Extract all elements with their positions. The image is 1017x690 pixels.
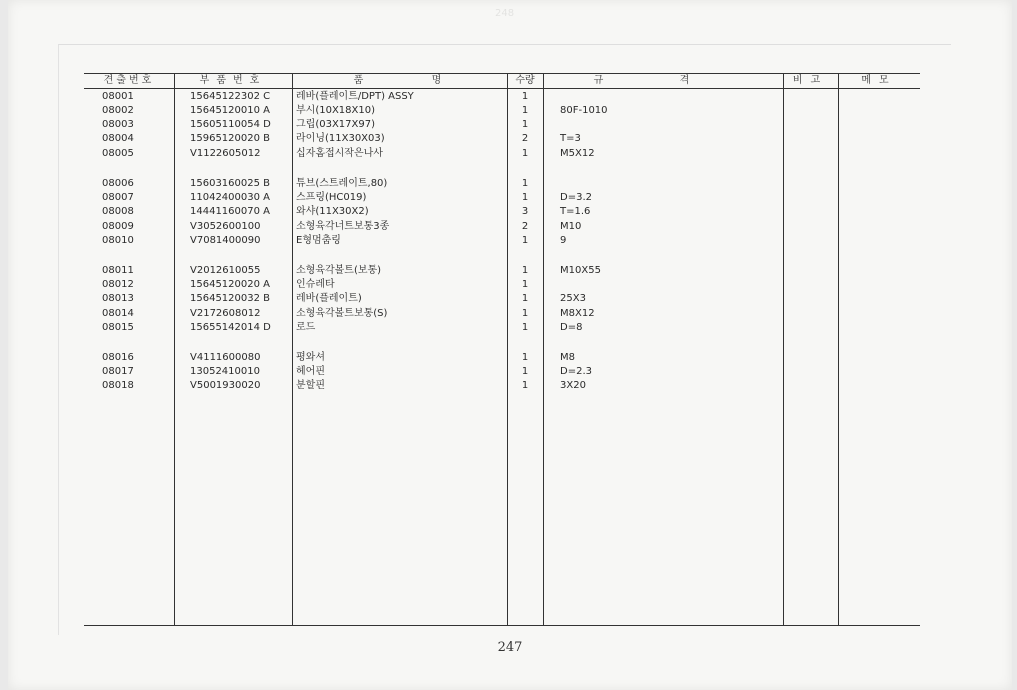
col-divider [838,73,839,625]
seq-number: 08010 [102,235,134,246]
specification: T=3 [560,133,581,144]
part-number: V7081400090 [190,235,261,246]
part-name: 로드 [296,322,316,333]
seq-number: 08001 [102,91,134,102]
quantity: 1 [521,235,529,246]
specification: 9 [560,235,567,246]
header-bottom-rule [84,88,920,89]
header-part: 부품번호 [199,75,267,86]
quantity: 2 [521,133,529,144]
quantity: 1 [521,279,529,290]
quantity: 1 [521,366,529,377]
specification: 80F-1010 [560,105,608,116]
part-number: 13052410010 [190,366,260,377]
specification: M5X12 [560,148,595,159]
page-number: 247 [497,640,523,655]
specification: M10 [560,221,582,232]
header-seq: 견출번호 [103,75,155,86]
part-name: 헤어핀 [296,366,325,377]
part-name: 십자홈접시작은나사 [296,148,383,159]
part-name: 레바(플레이트/DPT) ASSY [296,91,414,102]
part-number: 15645120032 B [190,293,271,304]
specification: D=2.3 [560,366,592,377]
seq-number: 08002 [102,105,134,116]
part-number: 15605110054 D [190,119,271,130]
header-name-b: 명 [431,75,445,86]
header-spec-a: 규 [593,75,607,86]
specification: M8 [560,352,575,363]
col-divider [783,73,784,625]
part-number: 11042400030 A [190,192,271,203]
quantity: 1 [521,322,529,333]
part-name: 인슈레타 [296,279,335,290]
quantity: 1 [521,352,529,363]
part-name: 부시(10X18X10) [296,105,375,116]
part-name: E형멈춤링 [296,235,341,246]
bleed-through-mark: 248 [495,8,515,19]
quantity: 1 [521,148,529,159]
seq-number: 08014 [102,308,134,319]
specification: T=1.6 [560,206,591,217]
part-number: 15655142014 D [190,322,271,333]
part-name: 분할핀 [296,380,325,391]
seq-number: 08007 [102,192,134,203]
specification: M10X55 [560,265,601,276]
col-divider [292,73,293,625]
part-number: V2012610055 [190,265,261,276]
part-name: 스프링(HC019) [296,192,367,203]
part-number: V4111600080 [190,352,261,363]
part-name: 소형육각볼트(보통) [296,265,382,276]
seq-number: 08017 [102,366,134,377]
part-name: 소형육각너트보통3종 [296,221,390,232]
seq-number: 08018 [102,380,134,391]
seq-number: 08003 [102,119,134,130]
quantity: 1 [521,178,529,189]
part-name: 튜브(스트레이트,80) [296,178,388,189]
seq-number: 08004 [102,133,134,144]
quantity: 1 [521,105,529,116]
part-name: 레바(플레이트) [296,293,362,304]
seq-number: 08012 [102,279,134,290]
header-spec-b: 격 [679,75,693,86]
part-number: V3052600100 [190,221,261,232]
specification: D=8 [560,322,583,333]
part-number: 15645122302 C [190,91,271,102]
quantity: 1 [521,308,529,319]
specification: 3X20 [560,380,586,391]
quantity: 1 [521,119,529,130]
table-bottom-rule [84,625,920,626]
col-divider [174,73,175,625]
quantity: 1 [521,293,529,304]
quantity: 1 [521,91,529,102]
col-divider [543,73,544,625]
header-qty: 수량 [515,75,535,86]
specification: D=3.2 [560,192,592,203]
part-number: 15965120020 B [190,133,271,144]
seq-number: 08009 [102,221,134,232]
seq-number: 08016 [102,352,134,363]
header-memo: 메모 [861,75,897,86]
part-number: 15645120020 A [190,279,271,290]
header-name-a: 품 [353,75,367,86]
part-number: V2172608012 [190,308,261,319]
seq-number: 08015 [102,322,134,333]
quantity: 1 [521,380,529,391]
seq-number: 08011 [102,265,134,276]
part-number: 15603160025 B [190,178,271,189]
seq-number: 08013 [102,293,134,304]
seq-number: 08008 [102,206,134,217]
quantity: 1 [521,192,529,203]
part-name: 소형육각볼트보통(S) [296,308,388,319]
part-number: 15645120010 A [190,105,271,116]
part-number: V1122605012 [190,148,261,159]
part-name: 평와셔 [296,352,325,363]
specification: M8X12 [560,308,595,319]
part-name: 와샤(11X30X2) [296,206,369,217]
quantity: 3 [521,206,529,217]
quantity: 2 [521,221,529,232]
quantity: 1 [521,265,529,276]
part-number: V5001930020 [190,380,261,391]
seq-number: 08006 [102,178,134,189]
header-remark: 비고 [792,75,829,86]
part-name: 그립(03X17X97) [296,119,375,130]
specification: 25X3 [560,293,586,304]
seq-number: 08005 [102,148,134,159]
part-number: 14441160070 A [190,206,271,217]
part-name: 라이닝(11X30X03) [296,133,385,144]
